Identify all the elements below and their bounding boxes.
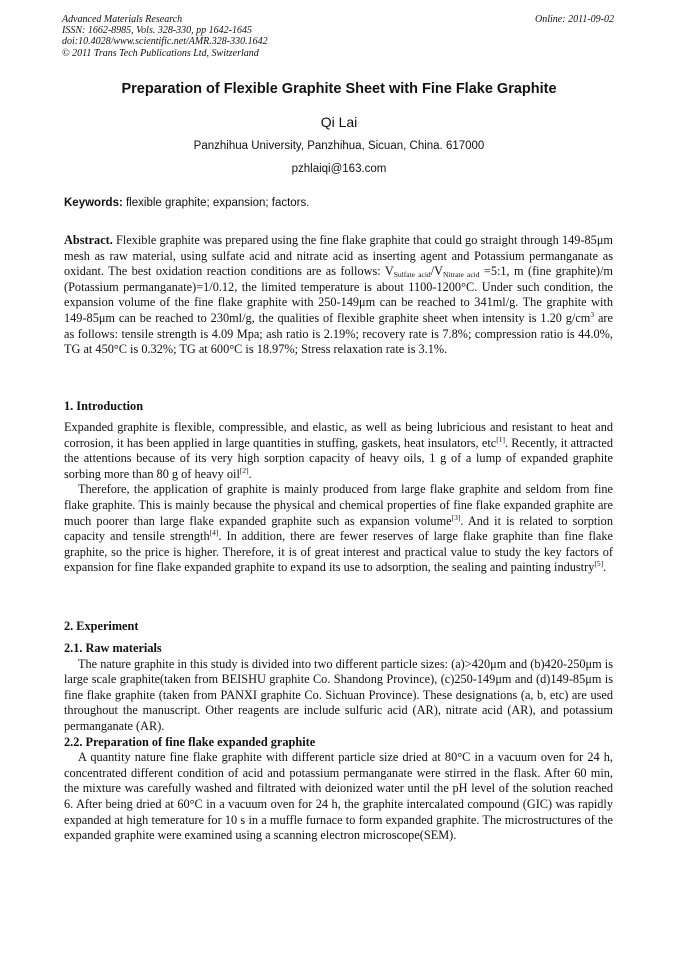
author-name: Qi Lai: [320, 114, 358, 130]
abstract-subscript: Nitrate acid: [443, 270, 480, 280]
journal-name: Advanced Materials Research: [62, 14, 183, 25]
citation: [4]: [209, 528, 219, 538]
abstract-label: Abstract.: [64, 233, 113, 247]
keywords-text: flexible graphite; expansion; factors.: [122, 197, 310, 209]
abstract-text: /V: [430, 264, 443, 279]
subsection-heading-raw-materials: 2.1. Raw materials: [64, 641, 162, 655]
abstract-text: Flexible graphite was prepared using the fine flake graphite that could go straight through 149-85μm mesh as raw material, using sulfate acid and nitrate acid as inserting agent and Potassium permanganate as oxidant. The best oxidation reaction conditions are as follows: V: [64, 233, 613, 279]
issn-line: ISSN: 1662-8985, Vols. 328-330, pp 1642-1645: [62, 25, 252, 37]
citation: [5]: [594, 559, 604, 569]
abstract-text: are as follows: tensile strength is 4.09 Mpa; ash ratio is 2.19%; recovery rate is 7.8%; compression ratio is 44.0%, TG at 450°C is 0.32%; TG at 600°C is 18.97%; Stress relaxation rate is 3.1%.: [64, 310, 613, 357]
journal-header: [62, 14, 268, 59]
introduction-body: [64, 420, 613, 576]
paper-title: Preparation of Flexible Graphite Sheet with Fine Flake Graphite: [121, 81, 557, 97]
paragraph: The nature graphite in this study is divided into two different particle sizes: (a)>420μm and (b)420-250μm is large scale graphite(taken from BEISHU graphite Co. Shandong Province), (c)250-149μm and (d)149-85μm is fine flake graphite (taken from PANXI graphite Co. Sichuan Province). These designations (a, b, etc) are used throughout the manuscript. Other reagents are include sulfuric acid (AR), nitrate acid (AR), and potassium permanganate (AR).: [64, 656, 613, 733]
paragraph: Expanded graphite is flexible, compressible, and elastic, as well as being lubricious and resistant to heat and corrosion, it has been applied in large quantities in stuffing, gaskets, heat insulators, etc[1]. Recently, it attracted the attentions because of its very high sorption capacity of heavy oils, 1 g of a lump of expanded graphite sorbing more than 80 g of heavy oil[2].: [64, 420, 614, 481]
paragraph: A quantity nature fine flake graphite with different particle size dried at 80°C in a vacuum oven for 24 h, concentrated different condition of acid and potassium permanganate were stirred in the flask. After 60 min, the mixture was carefully washed and filtrated with deionized water until the pH level of the solution reached 6. After being dried at 60°C in a vacuum oven for 24 h, the graphite intercalated compound (GIC) was rapidly expanded at high temerature for 10 s in a muffle furnace to form expanded graphite. The microstructures of the expanded graphite were examined using a scanning electron microscope(SEM).: [64, 750, 613, 843]
section-heading-introduction: 1. Introduction: [64, 399, 144, 413]
copyright-line: © 2011 Trans Tech Publications Ltd, Switzerland: [62, 47, 259, 59]
abstract: [64, 233, 613, 358]
abstract-text: =5:1, m (fine graphite)/m (Potassium permanganate)=1/0.12, the limited temperature is about 1100-1200°C. Under such condition, the expansion volume of the fine flake graphite with 250-149μm can be reached to 341ml/g. The graphite with 149-85μm can be reached to 230ml/g, the qualities of flexible graphite sheet when intensity is 1.20 g/cm: [64, 264, 613, 325]
experiment-body: [64, 641, 613, 844]
keywords-label: Keywords:: [64, 197, 123, 209]
section-heading-experiment: 2. Experiment: [64, 619, 139, 633]
abstract-superscript: 3: [590, 309, 595, 319]
citation: [1]: [496, 434, 505, 444]
keywords-line: [64, 197, 309, 209]
online-date: Online: 2011-09-02: [535, 14, 614, 25]
author-affiliation: Panzhihua University, Panzhihua, Sicuan, China. 617000: [193, 140, 485, 152]
subsection-heading-preparation: 2.2. Preparation of fine flake expanded graphite: [64, 734, 316, 749]
citation: [3]: [451, 512, 461, 522]
paragraph: Therefore, the application of graphite is mainly produced from large flake graphite and seldom from fine flake graphite. This is mainly because the physical and chemical properties of fine flake expanded graphite are much poorer than large flake expanded graphite such as expansion volume[3]. And it is related to sorption capacity and tensile strength[4]. In addition, there are fewer reserves of large flake graphite than fine flake graphite, so the price is higher. Therefore, it is of great interest and practical value to study the key factors of expansion for fine flake expanded graphite to expand its use to adsorption, the sealing and painting industry[5].: [64, 482, 613, 575]
abstract-subscript: Sulfate acid: [393, 270, 431, 280]
doi-line: doi:10.4028/www.scientific.net/AMR.328-330.1642: [62, 36, 268, 48]
citation: [2]: [239, 465, 249, 475]
author-email: pzhlaiqi@163.com: [291, 163, 387, 175]
